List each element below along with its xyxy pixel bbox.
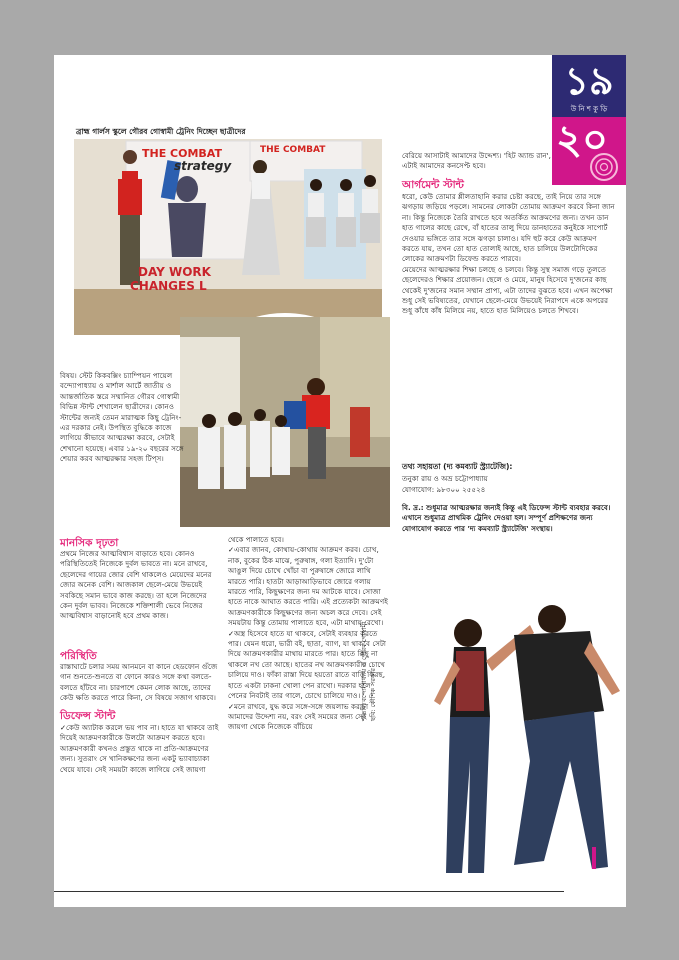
magazine-page	[54, 55, 626, 907]
training-circle-scene	[180, 317, 390, 527]
photo1-banner: THE COMBAT	[142, 147, 222, 160]
photo1-backdrop-line1: DAY WORK	[138, 265, 211, 279]
badge-bottom-numeral: ২০	[555, 117, 608, 163]
corner-accent	[592, 847, 596, 869]
badge-subtitle: উ নি শ কু ড়ি	[570, 105, 608, 113]
photo1-banner-strategy: strategy	[174, 159, 232, 173]
training-photo-main	[74, 139, 382, 335]
section-badge	[552, 55, 626, 185]
heading-defence-stunt: ডিফেন্স স্টান্ট	[60, 710, 116, 722]
heading-mental-strength: মানসিক দৃঢ়তা	[60, 537, 119, 549]
photo1-banner-right: THE COMBAT	[260, 145, 326, 155]
photo1-backdrop-line2: CHANGES L	[130, 279, 207, 293]
column2-body: থেকে পালাতে হবে। ✓এবার জানব, কোথায়-কোথায় আক্রমণ করব। চোখ, নাক, বুকের ঠিক মাঝে, পুরুষাঙ্গ, গলা ইত্যাদি। দু'টো আঙুল দিয়ে চোখে খোঁচা বা পুরুষাঙ্গে জোরে লাথি মারতে পারি। হাতটা আড়াআড়িভাবে জোরে গলায় মারতে পারি, কিছুক্ষণের জন্য দম আটকে যাবে। সোজা হাতে নাকে আঘাত করতে পারি। এই প্রত্যেকটা আক্রমণই আক্রমণকারীকে কিছুক্ষণের জন্য অচল করে দেবে। সেই সময়টায় কিন্তু তোমায় পালাতে হবে, এটা মাথায় রেখো। ✓অস্ত্র হিসেবে হাতে যা থাকবে, সেটাই ব্যবহার করতে পার। যেমন ধরো, ভারী বই, ছাতা, ব্যাগ, যা থাকবে সেটা দিয়ে আক্রমণকারীর মাথায় মারতে পার। হাতে কিছু না থাকলে নখ তো আছে। হাতের নখ আক্রমণকারীর চোখে চালিয়ে দাও। ফাঁকা রাস্তা দিয়ে হয়তো রাতে বাড়ি ফিরছ, হাতে একটা ঢাকনা খোলা পেন রাখো। দরকার হলে পেনের নিবটাই তার গালে, চোখে চালিয়ে দাও। ✓মনে রাখবে, যুদ্ধ করে সঙ্গে-সঙ্গে জয়লাভ করাটা আমাদের উদ্দেশ্য নয়, বরং সেই সময়ের জন্য সেই জায়গা থেকে নিজেকে বাঁচিয়ে	[228, 535, 388, 732]
body-mental-strength: প্রথমে নিজের আত্মবিশ্বাস বাড়াতে হবে। কোনও পরিস্থিতিতেই নিজেকে দুর্বল ভাবতে না। মনে রাখবে, ছেলেদের গায়ের জোর বেশি থাকলেও মেয়েদের মনের জোর অনেক বেশি। আজকাল ছেলে-মেয়ে উভয়েই সবকিছে সমান ভাবে কাজ করছে। তা হলে নিজেদের কেন দুর্বল ভাবব। নিজেকে শক্তিশালী ভেবে নিজের আত্মবিশ্বাস বাড়ানোই হবে প্রথম কাজ।	[60, 549, 212, 621]
photo-credit: শাওলি বন্দ্যোপাধ্যায় ও গৌরব গোস্বামী ছবি: কৌশিক সরকার	[360, 621, 377, 721]
info-title: তথ্য সহায়তা (দ্য কমব্যাট স্ট্র্যাটেজি):	[402, 462, 513, 471]
info-names: তনুকা রায় ও অভ্র চট্টোপাধ্যায়	[402, 474, 488, 483]
column3-intro: বেরিয়ে আসাটাই আমাদের উদ্দেশ্য। 'হিট অ্যান্ড রান', এটাই আমাদের কনসেপ্ট হবে।	[402, 151, 551, 171]
bottom-rule	[54, 891, 564, 892]
disclaimer-note: বি. দ্র.: শুধুমাত্র আত্মরক্ষার জন্যই কিন্তু এই ডিফেন্স স্টান্ট ব্যবহার করবে। এখানে শুধুমাত্র প্রাথমিক ট্রেনিং দেওয়া হল। সম্পূর্ণ প্রশিক্ষণের জন্য যোগাযোগ করতে পার 'দ্য কমব্যাট স্ট্র্যাটেজি' সংস্থায়।	[402, 503, 611, 533]
heading-situation: পরিস্থিতি	[60, 650, 97, 662]
intro-paragraph: বিষয়। স্টেট কিকবক্সিং চ্যাম্পিয়ন পায়েল বন্দ্যোপাধ্যায় ও মার্শাল আর্টে জাতীয় ও আন্তর্জাতিক স্তরে সম্মানিত গৌরব গোস্বামী বিভিন্ন স্টান্ট শেখালেন ছাত্রীদের। কোনও স্টান্টের জন্যই তেমন মারাত্মক কিছু ট্রেনিং-এর দরকার নেই। উপস্থিত বুদ্ধিকে কাজে লাগিয়ে কীভাবে আত্মরক্ষা করবে, সেটাই শেখানো হয়েছে। এবার ১৯-২০ বছরের সঙ্গে শেয়ার করব আত্মরক্ষার সহজ টিপ্‌স।	[60, 371, 184, 464]
body-situation: রাস্তাঘাটে চলার সময় আনমনে বা কানে হেডফোন গুঁজে গান শুনতে-শুনতে বা ফোনে কারও সঙ্গে কথা বলতে-বলতে হাঁটবে না। চারপাশে কেমন লোক আছে, তাদের কেউ ক্ষতি করতে পারে কিনা, সে বিষয়ে সজাগ থাকবে।	[60, 662, 218, 703]
heading-argument-stunt: আর্গমেন্ট স্টান্ট	[402, 179, 464, 191]
defence-demo-figures	[394, 561, 626, 887]
training-photo-circle	[176, 313, 394, 531]
photo1-caption: ব্রাহ্ম গার্লস স্কুলে গৌরব গোস্বামী ট্রেনিং দিচ্ছেন ছাত্রীদের	[76, 127, 246, 136]
badge-top-numeral: ১৯	[564, 59, 614, 103]
body-defence-stunt: ✓কেউ অ্যাটাক করলে ভয় পাব না। হাতে যা থাকবে তাই দিয়েই আক্রমণকারীকে উলটো আক্রমণ করতে হবে। আক্রমণকারী কখনও প্রস্তুত থাকে না প্রতি-আক্রমণের জন্য। সুতরাং সে খানিকক্ষণের জন্য একটু ভ্যাবাচ্যাকা খেয়ে যাবে। সেই সময়টা কাজে লাগিয়ে সেই জায়গা	[60, 723, 219, 774]
info-phone: যোগাযোগ: ৯৮৩০০ ২৫৫২৪	[402, 485, 486, 494]
body-argument-stunt: ধরো, কেউ তোমার শ্লীলতাহানি করার চেষ্টা করছে, তাই নিয়ে তার সঙ্গে ঝগড়ায় জড়িয়ে পড়লে। সামনের লোকটা তোমায় আক্রমণ করবে কিনা জান না। কিন্তু নিজেকে তৈরি রাখতে হবে অতর্কিত আক্রমণের জন্য। তখন ডান হাত গালের কাছে রেখে, বাঁ হাতের তালু দিয়ে ডানহাতের কনুইকে সাপোর্ট দেওয়ার ভঙ্গিতে তার সঙ্গে ঝগড়া চালাও। যদি হুট করে কেউ আক্রমণ করতে যায়, তখন তো হাত তোলাই আছে, হাত চালিয়ে উলটোদিকের লোকের আক্রমণটা ডিফেন্ড করতে পারবে। মেয়েদের আত্মরক্ষার শিক্ষা চলছে ও চলবে। কিন্তু সুস্থ সমাজ গড়ে তুলতে ছেলেদেরও শিক্ষার প্রয়োজন। ছেলে ও মেয়ে, মানুষ হিসেবে দু'জনের কাছ থেকেই দু'জনের সমান সম্মান প্রাপ্য, এটা তাদের বুঝতে হবে। এখন অপেক্ষা শুধু সেই ভবিষ্যতের, যেখানে ছেলে-মেয়ে উভয়েই নিরাপদে একে অপরের শুধু কাঁধে কাঁধ মিলিয়ে নয়, হাতে হাত মিলিয়েও চলতে শিখবে।	[402, 192, 615, 316]
defence-demo-photo	[360, 561, 626, 887]
